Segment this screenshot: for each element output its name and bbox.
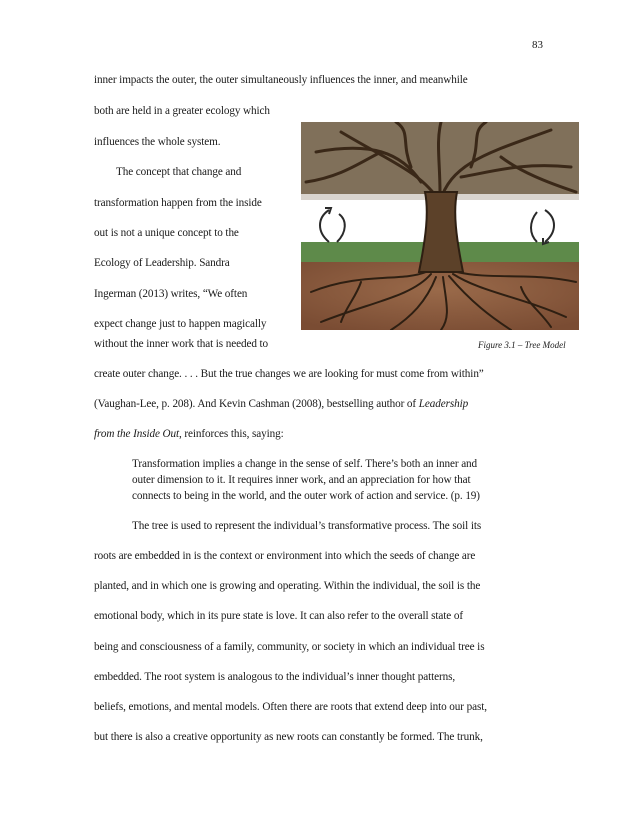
text-line: Ecology of Leadership. Sandra (94, 257, 230, 269)
tree-trunk (419, 192, 463, 272)
text-line: Ingerman (2013) writes, “We often (94, 288, 248, 300)
tree-model-figure (301, 122, 579, 330)
text-line: roots are embedded in is the context or environment into which the seeds of change are (94, 550, 476, 562)
text-line: being and consciousness of a family, community, or society in which an individual tree is (94, 641, 485, 653)
text-line: out is not a unique concept to the (94, 227, 239, 239)
text-line: expect change just to happen magically (94, 318, 267, 330)
page-number: 83 (532, 39, 543, 51)
figure-caption: Figure 3.1 – Tree Model (478, 340, 566, 350)
book-title: from the Inside Out (94, 428, 179, 440)
tree-illustration (301, 122, 579, 330)
text-line: beliefs, emotions, and mental models. Often there are roots that extend deep into our past, (94, 701, 487, 713)
blockquote-line: connects to being in the world, and the outer work of action and service. (p. 19) (132, 490, 480, 502)
blockquote-line: Transformation implies a change in the sense of self. There’s both an inner and (132, 458, 478, 470)
text-line: transformation happen from the inside (94, 197, 262, 209)
text-line: The concept that change and (116, 166, 242, 178)
text-line: inner impacts the outer, the outer simultaneously influences the inner, and meanwhile (94, 74, 468, 86)
text-span: (Vaughan-Lee, p. 208). And Kevin Cashman (2008), bestselling author of (94, 398, 419, 410)
text-line (94, 428, 284, 440)
text-line: both are held in a greater ecology which (94, 105, 270, 117)
blockquote-line: outer dimension to it. It requires inner work, and an appreciation for how that (132, 474, 471, 486)
text-line (94, 398, 468, 410)
text-line: planted, and in which one is growing and operating. Within the individual, the soil is the (94, 580, 481, 592)
text-line: without the inner work that is needed to (94, 338, 269, 350)
text-line: The tree is used to represent the individual’s transformative process. The soil its (132, 520, 482, 532)
text-line: emotional body, which in its pure state is love. It can also refer to the overall state of (94, 610, 463, 622)
text-span: , reinforces this, saying: (179, 428, 284, 440)
text-line: create outer change. . . . But the true changes we are looking for must come from within” (94, 368, 484, 380)
text-line: embedded. The root system is analogous to the individual’s inner thought patterns, (94, 671, 456, 683)
text-line: influences the whole system. (94, 136, 221, 148)
book-title: Leadership (418, 398, 469, 410)
text-line: but there is also a creative opportunity as new roots can constantly be formed. The trunk, (94, 731, 483, 743)
